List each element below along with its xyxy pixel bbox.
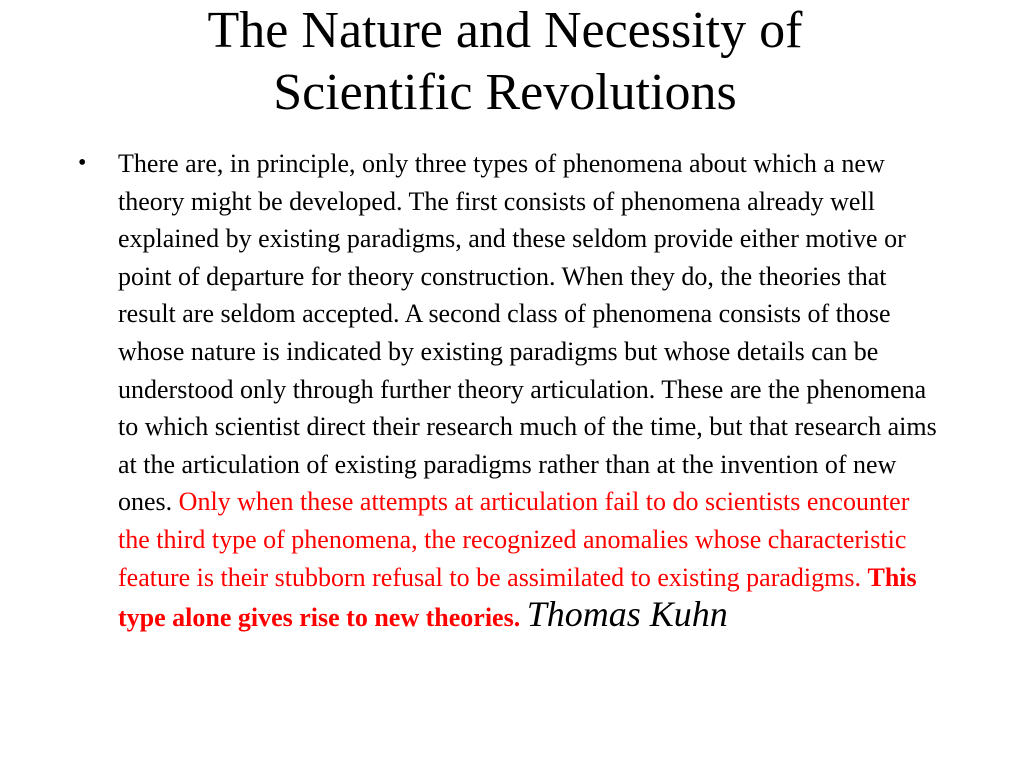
bullet-text	[118, 145, 938, 637]
author-attribution: Thomas Kuhn	[526, 594, 728, 635]
bullet-item	[78, 145, 938, 637]
key-conclusion: This type alone gives rise to new theories.	[118, 562, 917, 633]
emphasis-text: Only when these attempts at articulation fail to do scientists encounter the third type of phenomena, the recognized anomalies whose characteristic feature is their stubborn refusal to be assimilated to existing paradigms.	[118, 487, 910, 592]
title-line-2: Scientific Revolutions	[273, 64, 737, 121]
bullet-icon: •	[78, 150, 87, 176]
slide-title	[0, 0, 1010, 124]
title-line-1: The Nature and Necessity of	[207, 2, 803, 59]
body-text: There are, in principle, only three types of phenomena about which a new theory might be developed. The first consists of phenomena already well explained by existing paradigms, and these seldom provide either motive or point of departure for theory construction. When they do, the theories that result are seldom accepted. A second class of phenomena consists of those whose nature is indicated by existing paradigms but whose details can be understood only through further theory articulation. These are the phenomena to which scientist direct their research much of the time, but that research aims at the articulation of existing paradigms rather than at the invention of new ones.	[118, 149, 937, 517]
